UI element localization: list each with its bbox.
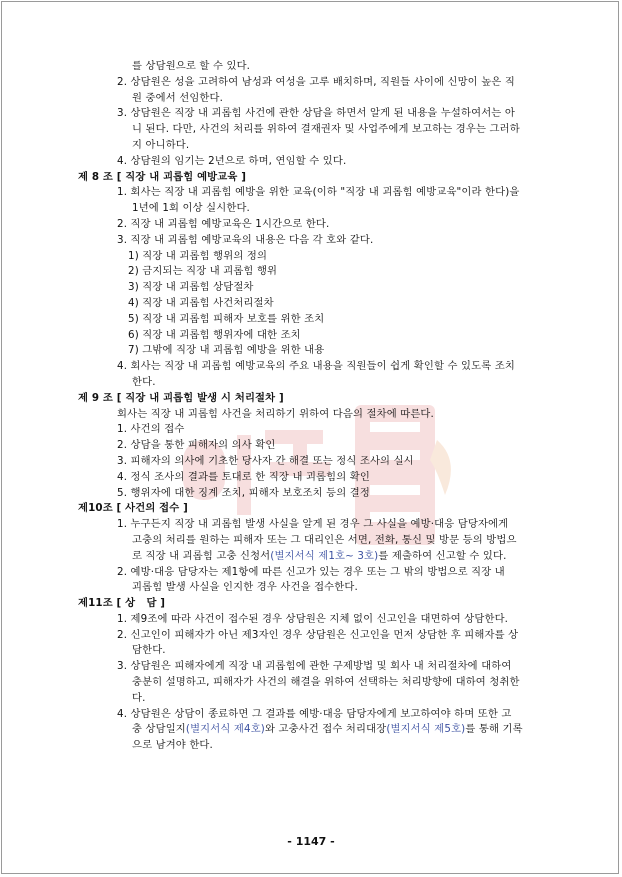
text-line: 담한다. <box>132 644 166 657</box>
text-line: 다. <box>132 691 146 704</box>
text-line: 니 된다. 다만, 사건의 처리를 위하여 결재권자 및 사업주에게 보고하는 경우는 그러하 <box>132 123 520 136</box>
list-item: 3. 상담원은 피해자에게 직장 내 괴롭힘에 관한 구제방법 및 회사 내 처리절차에 대하여 <box>117 660 512 673</box>
text-line: 으로 남겨야 한다. <box>132 739 213 752</box>
list-item: 4. 회사는 직장 내 괴롭힘 예방교육의 주요 내용을 직원들이 쉽게 확인할 수 있도록 조치 <box>117 360 515 373</box>
list-item: 4. 정식 조사의 결과를 토대로 한 직장 내 괴롭힘의 확인 <box>117 470 370 483</box>
list-item: 3. 직장 내 괴롭힘 예방교육의 내용은 다음 각 호와 같다. <box>117 233 374 246</box>
page-number: - 1147 - <box>287 835 335 848</box>
list-item: 4. 상담원은 상담이 종료하면 그 결과를 예방·대응 담당자에게 보고하여야 하며 또한 고 <box>117 707 512 720</box>
list-item: 4. 상담원의 임기는 2년으로 하며, 연임할 수 있다. <box>117 154 347 167</box>
list-item: 3. 상담원은 직장 내 괴롭힘 사건에 관한 상담을 하면서 알게 된 내용을 누설하여서는 아 <box>117 107 515 120</box>
text-line: 1년에 1회 이상 실시한다. <box>132 202 250 215</box>
list-item: 5. 행위자에 대한 징계 조치, 피해자 보호조치 등의 결정 <box>117 486 370 499</box>
sub-list-item: 3) 직장 내 괴롭힘 상담절차 <box>128 281 254 294</box>
sub-list-item: 2) 금지되는 직장 내 괴롭힘 행위 <box>128 265 278 278</box>
article-heading: 제 8 조 [ 직장 내 괴롭힘 예방교육 ] <box>78 170 247 183</box>
text-line: 회사는 직장 내 괴롭힘 사건을 처리하기 위하여 다음의 절차에 따른다. <box>117 407 434 420</box>
article-heading: 제11조 [ 상 담 ] <box>78 597 166 610</box>
text-span: 와 고충사건 접수 처리대장 <box>264 723 387 736</box>
article-heading: 제10조 [ 사건의 접수 ] <box>78 502 188 515</box>
list-item: 1. 사건의 접수 <box>117 423 185 436</box>
list-item: 1. 누구든지 직장 내 괴롭힘 발생 사실을 알게 된 경우 그 사실을 예방·대응 담당자에게 <box>117 518 509 531</box>
form-reference: (별지서식 제5호) <box>386 723 466 736</box>
list-item: 2. 신고인이 피해자가 아닌 제3자인 경우 상담원은 신고인을 먼저 상담한 후 피해자를 상 <box>117 628 519 641</box>
text-line <box>78 722 550 738</box>
list-item: 3. 피해자의 의사에 기초한 당사자 간 해결 또는 정식 조사의 실시 <box>117 454 414 467</box>
sub-list-item: 5) 직장 내 괴롭힘 피해자 보호를 위한 조치 <box>128 312 325 325</box>
article-heading: 제 9 조 [ 직장 내 괴롭힘 발생 시 처리절차 ] <box>78 391 284 404</box>
list-item: 1. 회사는 직장 내 괴롭힘 예방을 위한 교육(이하 "직장 내 괴롭힘 예방교육"이라 한다)을 <box>117 186 520 199</box>
sub-list-item: 7) 그밖에 직장 내 괴롭힘 예방을 위한 내용 <box>128 344 325 357</box>
text-line: 를 상담원으로 할 수 있다. <box>132 60 251 72</box>
sub-list-item: 6) 직장 내 괴롭힘 행위자에 대한 조치 <box>128 328 301 341</box>
text-span: 로 직장 내 괴롭힘 고충 신청서 <box>132 549 271 562</box>
list-item: 2. 직장 내 괴롭힘 예방교육은 1시간으로 한다. <box>117 217 330 230</box>
text-line: 지 아니하다. <box>132 138 190 151</box>
document-body <box>78 59 550 754</box>
list-item: 1. 제9조에 따라 사건이 접수된 경우 상담원은 지체 없이 신고인을 대면하여 상담한다. <box>117 612 509 625</box>
list-item: 2. 예방·대응 담당자는 제1항에 따른 신고가 있는 경우 또는 그 밖의 방법으로 직장 내 <box>117 565 505 578</box>
text-line: 괴롭힘 발생 사실을 인지한 경우 사건을 접수한다. <box>132 581 358 594</box>
text-span: 를 통해 기록 <box>465 723 523 736</box>
form-reference: (별지서식 제4호) <box>185 723 265 736</box>
form-reference: (별지서식 제1호~ 3호) <box>270 549 379 562</box>
text-line <box>78 549 550 565</box>
text-line: 원 중에서 선임한다. <box>132 91 224 104</box>
text-span: 충 상담일지 <box>132 723 186 736</box>
text-span: 를 제출하여 신고할 수 있다. <box>378 549 507 562</box>
text-line: 충분히 설명하고, 피해자가 사건의 해결을 위하여 선택하는 처리방향에 대하여 청취한 <box>132 676 520 689</box>
list-item: 2. 상담을 통한 피해자의 의사 확인 <box>117 439 276 452</box>
sub-list-item: 1) 직장 내 괴롭힘 행위의 정의 <box>128 249 268 262</box>
list-item: 2. 상담원은 성을 고려하여 남성과 여성을 고루 배치하며, 직원들 사이에 신망이 높은 직 <box>117 75 515 88</box>
text-line: 고충의 처리를 원하는 피해자 또는 그 대리인은 서면, 전화, 통신 및 방문 등의 방법으 <box>132 533 517 546</box>
text-line: 한다. <box>132 375 156 388</box>
sub-list-item: 4) 직장 내 괴롭힘 사건처리절차 <box>128 296 274 309</box>
